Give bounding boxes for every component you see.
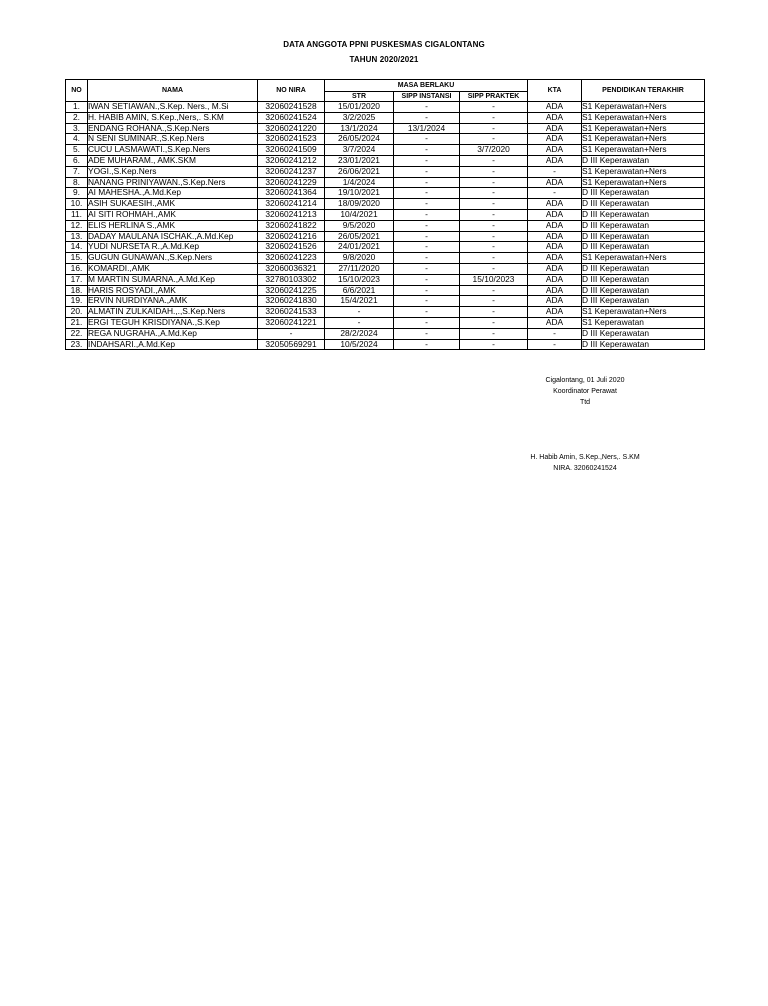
cell-sipp-instansi: -: [394, 209, 460, 220]
header-str: STR: [325, 92, 394, 102]
cell-pendidikan: D III Keperawatan: [582, 242, 705, 253]
cell-sipp-instansi: -: [394, 296, 460, 307]
cell-str: 10/4/2021: [325, 209, 394, 220]
cell-kta: -: [528, 328, 582, 339]
cell-sipp-instansi: -: [394, 145, 460, 156]
cell-kta: ADA: [528, 199, 582, 210]
cell-nama: ENDANG ROHANA.,S.Kep.Ners: [88, 123, 258, 134]
cell-pendidikan: S1 Keperawatan+Ners: [582, 102, 705, 113]
cell-nama: AI SITI ROHMAH.,AMK: [88, 209, 258, 220]
cell-str: 26/05/2021: [325, 231, 394, 242]
cell-str: 15/4/2021: [325, 296, 394, 307]
cell-nira: 32060036321: [258, 263, 325, 274]
cell-nira: 32060241221: [258, 317, 325, 328]
cell-nama: H. HABIB AMIN, S.Kep.,Ners,. S.KM: [88, 112, 258, 123]
cell-sipp-instansi: -: [394, 263, 460, 274]
cell-nira: 32060241220: [258, 123, 325, 134]
table-row: [66, 102, 705, 113]
cell-kta: -: [528, 166, 582, 177]
header-kta: KTA: [528, 80, 582, 102]
cell-sipp-instansi: -: [394, 188, 460, 199]
cell-sipp-instansi: -: [394, 134, 460, 145]
cell-no: 5.: [66, 145, 88, 156]
document-title: DATA ANGGOTA PPNI PUSKESMAS CIGALONTANG: [283, 40, 485, 49]
cell-sipp-praktek: -: [460, 285, 528, 296]
table-row: [66, 307, 705, 318]
cell-kta: ADA: [528, 317, 582, 328]
cell-kta: ADA: [528, 253, 582, 264]
cell-kta: ADA: [528, 285, 582, 296]
cell-no: 20.: [66, 307, 88, 318]
cell-nama: ERVIN NURDIYANA.,AMK: [88, 296, 258, 307]
cell-sipp-praktek: -: [460, 155, 528, 166]
cell-sipp-instansi: -: [394, 328, 460, 339]
cell-str: 9/5/2020: [325, 220, 394, 231]
cell-pendidikan: S1 Keperawatan+Ners: [582, 134, 705, 145]
table-row: [66, 274, 705, 285]
cell-str: 9/8/2020: [325, 253, 394, 264]
cell-nama: REGA NUGRAHA.,A.Md.Kep: [88, 328, 258, 339]
cell-sipp-praktek: -: [460, 263, 528, 274]
cell-nama: YUDI NURSETA R.,A.Md.Kep: [88, 242, 258, 253]
cell-sipp-praktek: -: [460, 242, 528, 253]
cell-pendidikan: D III Keperawatan: [582, 285, 705, 296]
table-row: [66, 134, 705, 145]
cell-pendidikan: D III Keperawatan: [582, 188, 705, 199]
cell-str: 15/01/2020: [325, 102, 394, 113]
cell-no: 6.: [66, 155, 88, 166]
table-row: [66, 231, 705, 242]
cell-pendidikan: D III Keperawatan: [582, 339, 705, 350]
cell-str: 15/10/2023: [325, 274, 394, 285]
header-nira: NO NIRA: [258, 80, 325, 102]
cell-str: 26/06/2021: [325, 166, 394, 177]
cell-kta: ADA: [528, 220, 582, 231]
cell-sipp-instansi: -: [394, 112, 460, 123]
cell-kta: ADA: [528, 155, 582, 166]
cell-kta: ADA: [528, 263, 582, 274]
cell-sipp-instansi: -: [394, 220, 460, 231]
cell-pendidikan: D III Keperawatan: [582, 263, 705, 274]
cell-nama: GUGUN GUNAWAN.,S.Kep.Ners: [88, 253, 258, 264]
header-sipp-instansi: SIPP INSTANSI: [394, 92, 460, 102]
cell-nira: 32060241523: [258, 134, 325, 145]
cell-sipp-praktek: -: [460, 134, 528, 145]
cell-nira: 32060241237: [258, 166, 325, 177]
cell-str: 13/1/2024: [325, 123, 394, 134]
cell-nama: IWAN SETIAWAN.,S.Kep. Ners., M.Si: [88, 102, 258, 113]
cell-nama: CUCU LASMAWATI.,S.Kep.Ners: [88, 145, 258, 156]
cell-no: 10.: [66, 199, 88, 210]
cell-sipp-praktek: -: [460, 296, 528, 307]
cell-sipp-instansi: 13/1/2024: [394, 123, 460, 134]
cell-no: 1.: [66, 102, 88, 113]
cell-nama: N SENI SUMINAR.,S.Kep.Ners: [88, 134, 258, 145]
cell-no: 9.: [66, 188, 88, 199]
cell-sipp-praktek: -: [460, 166, 528, 177]
cell-nira: -: [258, 328, 325, 339]
cell-sipp-instansi: -: [394, 274, 460, 285]
cell-pendidikan: D III Keperawatan: [582, 274, 705, 285]
cell-kta: ADA: [528, 209, 582, 220]
cell-nira: 32060241216: [258, 231, 325, 242]
cell-nama: NANANG PRINIYAWAN.,S.Kep.Ners: [88, 177, 258, 188]
cell-nama: KOMARDI.,AMK: [88, 263, 258, 274]
cell-sipp-praktek: 15/10/2023: [460, 274, 528, 285]
table-row: [66, 112, 705, 123]
cell-str: 28/2/2024: [325, 328, 394, 339]
cell-pendidikan: D III Keperawatan: [582, 209, 705, 220]
cell-kta: ADA: [528, 274, 582, 285]
cell-sipp-instansi: -: [394, 166, 460, 177]
cell-nama: ALMATIN ZULKAIDAH.,.,S.Kep.Ners: [88, 307, 258, 318]
cell-kta: ADA: [528, 296, 582, 307]
signature-ttd: Ttd: [579, 399, 591, 406]
cell-nama: M MARTIN SUMARNA.,A.Md.Kep: [88, 274, 258, 285]
cell-sipp-instansi: -: [394, 285, 460, 296]
cell-no: 8.: [66, 177, 88, 188]
cell-no: 22.: [66, 328, 88, 339]
cell-nira: 32060241223: [258, 253, 325, 264]
cell-pendidikan: S1 Keperawatan: [582, 317, 705, 328]
cell-sipp-praktek: -: [460, 328, 528, 339]
header-pendidikan: PENDIDIKAN TERAKHIR: [582, 80, 705, 102]
signature-place-date: Cigalontang, 01 Juli 2020: [545, 377, 625, 384]
cell-sipp-instansi: -: [394, 177, 460, 188]
table-row: [66, 242, 705, 253]
cell-no: 15.: [66, 253, 88, 264]
table-row: [66, 339, 705, 350]
cell-pendidikan: S1 Keperawatan+Ners: [582, 123, 705, 134]
cell-sipp-praktek: -: [460, 112, 528, 123]
cell-pendidikan: S1 Keperawatan+Ners: [582, 253, 705, 264]
table-row: [66, 253, 705, 264]
cell-no: 23.: [66, 339, 88, 350]
cell-kta: ADA: [528, 242, 582, 253]
cell-kta: ADA: [528, 307, 582, 318]
cell-nira: 32060241225: [258, 285, 325, 296]
cell-str: -: [325, 317, 394, 328]
cell-no: 3.: [66, 123, 88, 134]
cell-sipp-instansi: -: [394, 231, 460, 242]
cell-nira: 32060241830: [258, 296, 325, 307]
signature-nira: NIRA. 32060241524: [553, 465, 617, 472]
cell-nira: 32060241213: [258, 209, 325, 220]
cell-nama: ERGI TEGUH KRISDIYANA.,S.Kep: [88, 317, 258, 328]
signature-header: [500, 375, 670, 408]
cell-pendidikan: D III Keperawatan: [582, 296, 705, 307]
table-row: [66, 123, 705, 134]
table-row: [66, 328, 705, 339]
cell-pendidikan: D III Keperawatan: [582, 231, 705, 242]
cell-pendidikan: S1 Keperawatan+Ners: [582, 112, 705, 123]
cell-no: 19.: [66, 296, 88, 307]
cell-str: 10/5/2024: [325, 339, 394, 350]
cell-pendidikan: S1 Keperawatan+Ners: [582, 177, 705, 188]
cell-nira: 32060241822: [258, 220, 325, 231]
cell-sipp-praktek: -: [460, 253, 528, 264]
cell-nira: 32060241229: [258, 177, 325, 188]
table-row: [66, 296, 705, 307]
cell-sipp-praktek: -: [460, 317, 528, 328]
cell-no: 11.: [66, 209, 88, 220]
cell-pendidikan: S1 Keperawatan+Ners: [582, 145, 705, 156]
table-row: [66, 220, 705, 231]
cell-sipp-praktek: -: [460, 177, 528, 188]
cell-no: 4.: [66, 134, 88, 145]
cell-str: 3/2/2025: [325, 112, 394, 123]
header-sipp-praktek: SIPP PRAKTEK: [460, 92, 528, 102]
cell-sipp-praktek: -: [460, 199, 528, 210]
table-row: [66, 155, 705, 166]
cell-sipp-instansi: -: [394, 199, 460, 210]
cell-kta: ADA: [528, 102, 582, 113]
cell-sipp-instansi: -: [394, 317, 460, 328]
cell-nama: ELIS HERLINA S.,AMK: [88, 220, 258, 231]
cell-str: 6/6/2021: [325, 285, 394, 296]
cell-sipp-praktek: -: [460, 188, 528, 199]
cell-kta: ADA: [528, 145, 582, 156]
table-row: [66, 166, 705, 177]
signature-footer: [500, 452, 670, 474]
cell-nira: 32060241526: [258, 242, 325, 253]
table-row: [66, 317, 705, 328]
table-row: [66, 285, 705, 296]
cell-no: 2.: [66, 112, 88, 123]
cell-nama: HARIS ROSYADI.,AMK: [88, 285, 258, 296]
cell-sipp-instansi: -: [394, 339, 460, 350]
cell-no: 13.: [66, 231, 88, 242]
cell-sipp-praktek: 3/7/2020: [460, 145, 528, 156]
cell-nira: 32060241364: [258, 188, 325, 199]
cell-kta: ADA: [528, 112, 582, 123]
cell-sipp-instansi: -: [394, 155, 460, 166]
cell-sipp-praktek: -: [460, 209, 528, 220]
cell-nira: 32050569291: [258, 339, 325, 350]
cell-kta: -: [528, 339, 582, 350]
cell-kta: ADA: [528, 177, 582, 188]
header-no: NO: [66, 80, 88, 102]
cell-no: 12.: [66, 220, 88, 231]
cell-pendidikan: D III Keperawatan: [582, 155, 705, 166]
header-masa-berlaku: MASA BERLAKU: [325, 80, 528, 92]
cell-nama: ADE MUHARAM., AMK.SKM: [88, 155, 258, 166]
cell-nira: 32060241509: [258, 145, 325, 156]
cell-pendidikan: S1 Keperawatan+Ners: [582, 307, 705, 318]
cell-nama: AI MAHESHA.,A.Md.Kep: [88, 188, 258, 199]
cell-nira: 32780103302: [258, 274, 325, 285]
table-header: [66, 80, 705, 102]
cell-pendidikan: S1 Keperawatan+Ners: [582, 166, 705, 177]
cell-sipp-instansi: -: [394, 242, 460, 253]
cell-nama: INDAHSARI.,A.Md.Kep: [88, 339, 258, 350]
cell-pendidikan: D III Keperawatan: [582, 199, 705, 210]
signature-role: Koordinator Perawat: [553, 388, 617, 395]
cell-str: 18/09/2020: [325, 199, 394, 210]
cell-no: 17.: [66, 274, 88, 285]
table-row: [66, 177, 705, 188]
cell-pendidikan: D III Keperawatan: [582, 220, 705, 231]
table-row: [66, 145, 705, 156]
cell-nama: YOGI.,S.Kep.Ners: [88, 166, 258, 177]
cell-str: 27/11/2020: [325, 263, 394, 274]
table-body: [66, 102, 705, 350]
table-row: [66, 263, 705, 274]
cell-str: 3/7/2024: [325, 145, 394, 156]
cell-sipp-instansi: -: [394, 307, 460, 318]
cell-str: -: [325, 307, 394, 318]
cell-sipp-praktek: -: [460, 102, 528, 113]
cell-sipp-praktek: -: [460, 123, 528, 134]
cell-sipp-praktek: -: [460, 339, 528, 350]
cell-kta: ADA: [528, 231, 582, 242]
cell-str: 19/10/2021: [325, 188, 394, 199]
cell-no: 14.: [66, 242, 88, 253]
header-nama: NAMA: [88, 80, 258, 102]
cell-nira: 32060241533: [258, 307, 325, 318]
cell-str: 1/4/2024: [325, 177, 394, 188]
cell-nira: 32060241524: [258, 112, 325, 123]
cell-nama: ASIH SUKAESIH.,AMK: [88, 199, 258, 210]
cell-str: 24/01/2021: [325, 242, 394, 253]
cell-nama: DADAY MAULANA ISCHAK.,A.Md.Kep: [88, 231, 258, 242]
cell-str: 26/05/2024: [325, 134, 394, 145]
cell-kta: ADA: [528, 134, 582, 145]
document-subtitle: TAHUN 2020/2021: [349, 55, 419, 64]
cell-sipp-instansi: -: [394, 102, 460, 113]
cell-str: 23/01/2021: [325, 155, 394, 166]
cell-sipp-instansi: -: [394, 253, 460, 264]
cell-no: 16.: [66, 263, 88, 274]
cell-sipp-praktek: -: [460, 220, 528, 231]
cell-nira: 32060241528: [258, 102, 325, 113]
table-row: [66, 188, 705, 199]
cell-no: 21.: [66, 317, 88, 328]
cell-no: 7.: [66, 166, 88, 177]
table-row: [66, 209, 705, 220]
cell-no: 18.: [66, 285, 88, 296]
cell-sipp-praktek: -: [460, 307, 528, 318]
signature-name: H. Habib Amin, S.Kep.,Ners,. S.KM: [530, 454, 640, 461]
cell-kta: ADA: [528, 123, 582, 134]
cell-nira: 32060241212: [258, 155, 325, 166]
cell-pendidikan: D III Keperawatan: [582, 328, 705, 339]
cell-kta: -: [528, 188, 582, 199]
cell-sipp-praktek: -: [460, 231, 528, 242]
cell-nira: 32060241214: [258, 199, 325, 210]
member-table: [65, 79, 705, 350]
table-row: [66, 199, 705, 210]
